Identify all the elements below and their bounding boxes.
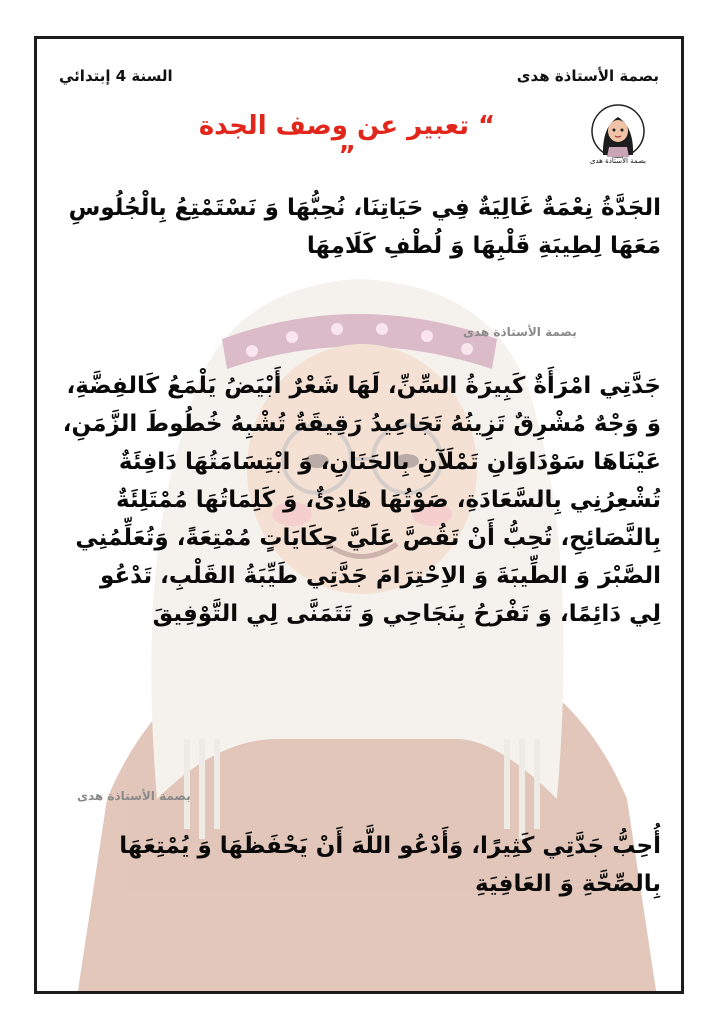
intro-paragraph: الجَدَّةُ نِعْمَةٌ غَالِيَةٌ فِي حَيَاتِنَا، نُحِبُّهَا وَ نَسْتَمْتِعُ بِالْجُلُوسِ مَعَهَا لِطِيبَةِ قَلْبِهَا وَ لُطْفِ كَلَامِهَا <box>68 195 661 259</box>
watermark-text: بصمة الأستاذة هدى <box>77 789 191 803</box>
teacher-logo <box>585 103 651 169</box>
avatar-icon <box>585 103 651 159</box>
page-title: “ تعبير عن وصف الجدة ” <box>198 111 496 171</box>
logo-caption: بصمة الأستاذة هدى <box>590 157 646 165</box>
worksheet-page <box>34 36 684 994</box>
description-paragraph: جَدَّتِي امْرَأَةٌ كَبِيرَةُ السِّنِّ، لَهَا شَعْرٌ أَبْيَضُ يَلْمَعُ كَالفِضَّةِ، وَ وَجْهٌ مُشْرِقٌ تَزِينُهُ تَجَاعِيدُ رَقِيقَةٌ تُشْبِهُ خُطُوطَ الزَّمَنِ، عَيْنَاهَا سَوْدَاوَانِ تَمْلَآنِ بِالحَنَانِ، وَ ابْتِسَامَتُهَا دَافِئَةٌ تُشْعِرُنِي بِالسَّعَادَةِ، صَوْتُهَا هَادِئٌ، وَ كَلِمَاتُهَا مُمْتَلِئَةٌ بِالنَّصَائِحِ، تُحِبُّ أَنْ تَقُصَّ عَلَيَّ حِكَايَاتٍ مُمْتِعَةً، وَتُعَلِّمُنِي الصَّبْرَ وَ الطِّيبَةَ وَ الاِحْتِرَامَ جَدَّتِي طَيِّبَةُ القَلْبِ، تَدْعُو لِي دَائِمًا، وَ تَفْرَحُ بِنَجَاحِي وَ تَتَمَنَّى لِي التَّوْفِيقَ <box>62 373 661 627</box>
conclusion-paragraph: أُحِبُّ جَدَّتِي كَثِيرًا، وَأَدْعُو اللَّهَ أَنْ يَحْفَظَهَا وَ يُمْتِعَهَا بِالصِّحَّةِ وَ العَافِيَةِ <box>119 833 661 897</box>
grade-label: السنة 4 إبتدائي <box>59 67 173 85</box>
watermark-text: بصمة الأستاذة هدى <box>463 325 577 339</box>
author-signature: بصمة الأستاذة هدى <box>516 67 659 85</box>
